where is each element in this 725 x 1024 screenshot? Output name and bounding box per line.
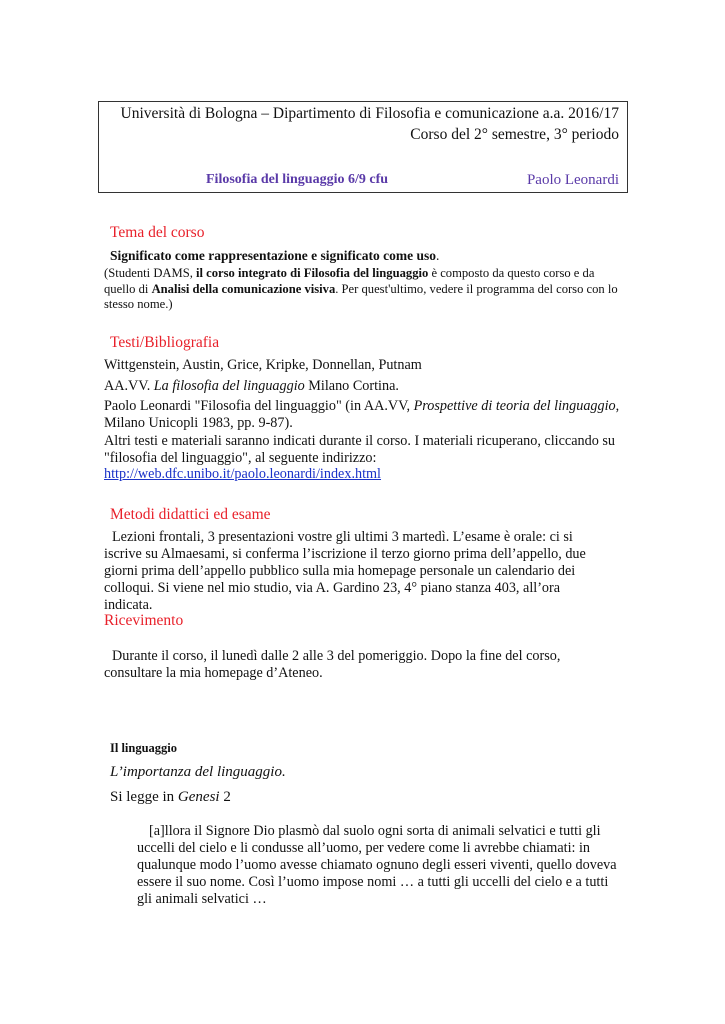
testi-aavv: AA.VV. La filosofia del linguaggio Milano Cortina.: [104, 378, 399, 394]
linguaggio-heading: Il linguaggio: [110, 741, 178, 755]
linguaggio-importanza: L’importanza del linguaggio.: [110, 764, 286, 780]
testi-authors: Wittgenstein, Austin, Grice, Kripke, Donnellan, Putnam: [104, 357, 422, 373]
section-title-tema: Tema del corso: [110, 224, 205, 241]
ricevimento-body: Durante il corso, il lunedì dalle 2 alle 3 del pomeriggio. Dopo la fine del corso, consultare la mia homepage d’Ateneo.: [104, 648, 561, 681]
materials-link[interactable]: http://web.dfc.unibo.it/paolo.leonardi/index.html: [104, 466, 382, 482]
header-box: [98, 101, 628, 193]
header-university: Università di Bologna – Dipartimento di Filosofia e comunicazione a.a. 2016/17: [120, 105, 619, 122]
testi-altri: Altri testi e materiali saranno indicati durante il corso. I materiali ricuperano, cliccando su "filosofia del linguaggio", al seguente indirizzo:: [104, 433, 615, 466]
testi-leonardi: Paolo Leonardi "Filosofia del linguaggio" (in AA.VV, Prospettive di teoria del linguaggio, Milano Unicopli 1983, pp. 9-87).: [104, 398, 620, 431]
genesi-quote: [a]llora il Signore Dio plasmò dal suolo ogni sorta di animali selvatici e tutti gli uccelli del cielo e li condusse all’uomo, per vedere come li avrebbe chiamati: in qualunque modo l’uomo avesse chiamato ognuno degli esseri viventi, quello doveva essere il suo nome. Così l’uomo impose nomi … a tutti gli uccelli del cielo e a tutti gli animali selvatici …: [137, 823, 617, 907]
tema-note: (Studenti DAMS, il corso integrato di Filosofia del linguaggio è composto da questo corso e da quello di Analisi della comunicazione visiva. Per quest'ultimo, vedere il programma del corso con lo stesso nome.): [104, 266, 618, 311]
linguaggio-genesi: Si legge in Genesi 2: [110, 789, 231, 805]
section-title-ricevimento: Ricevimento: [104, 612, 184, 629]
header-semester: Corso del 2° semestre, 3° periodo: [410, 126, 619, 143]
header-teacher: Paolo Leonardi: [526, 172, 619, 188]
tema-subtitle: Significato come rappresentazione e significato come uso.: [110, 248, 440, 263]
section-title-testi: Testi/Bibliografia: [110, 334, 220, 351]
header-course-title: Filosofia del linguaggio 6/9 cfu: [206, 172, 389, 187]
section-title-metodi: Metodi didattici ed esame: [110, 506, 271, 523]
metodi-body: Lezioni frontali, 3 presentazioni vostre gli ultimi 3 martedì. L’esame è orale: ci si iscrive su Almaesami, si conferma l’iscrizione il terzo giorno prima dell’appello, due giorni prima dell’appello pubblico sulla mia homepage personale un calendario dei colloqui. Si viene nel mio studio, via A. Gardino 23, 4° piano stanza 403, all’ora indicata.: [104, 529, 586, 613]
